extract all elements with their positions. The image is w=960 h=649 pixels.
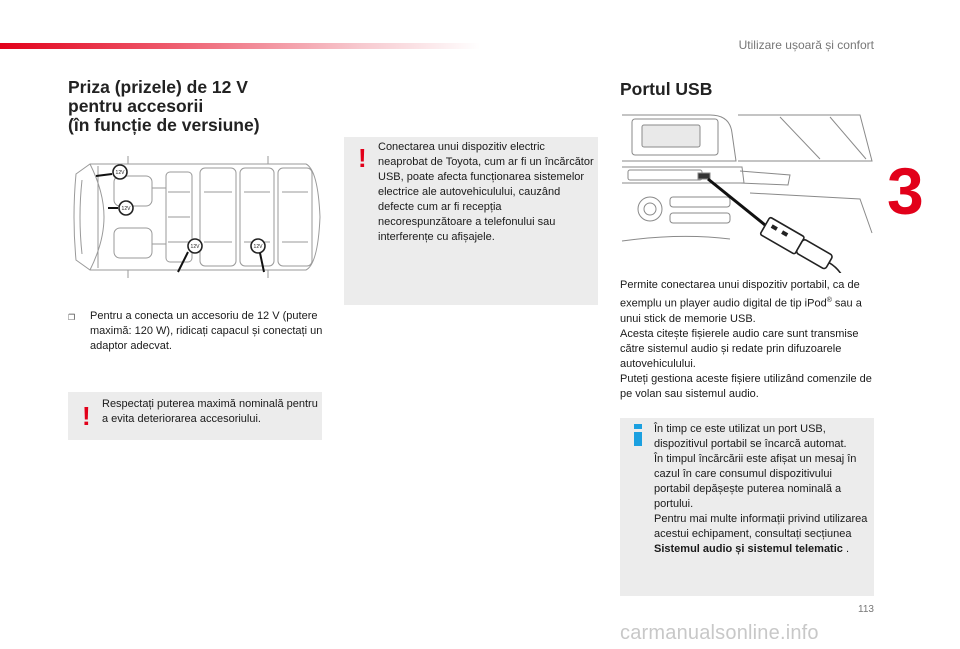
exclamation-warning-icon: ! xyxy=(82,401,91,431)
usb-port-illustration xyxy=(620,113,874,273)
instruction-bullet xyxy=(68,309,324,354)
page-number: 113 xyxy=(858,604,874,615)
usb-para-line: Puteți gestiona aceste fișiere utilizând comenzile de pe volan sau sistemul audio. xyxy=(620,372,872,400)
info-icon xyxy=(631,424,645,446)
usb-para-line: Permite conectarea unui dispozitiv portabil, ca de exemplu un player audio digital de tip iPod® sau a unui stick de memorie USB. xyxy=(620,279,862,325)
socket-label: 12V xyxy=(115,170,125,177)
section-title: Utilizare ușoară și confort xyxy=(738,38,874,52)
exclamation-warning-icon: ! xyxy=(358,143,367,173)
usb-para-line: Acesta citește fișierele audio care sunt transmise către sistemul audio și redate prin difuzoarele autovehiculului. xyxy=(620,327,859,370)
usb-description xyxy=(620,278,876,402)
info-box-usb-charging xyxy=(620,418,874,596)
heading-line: (în funcție de versiune) xyxy=(68,115,260,135)
socket-label: 12V xyxy=(190,244,200,251)
bullet-text: Pentru a conecta un accesoriu de 12 V (putere maximă: 120 W), ridicați capacul și conectați un adaptor adecvat. xyxy=(90,310,323,352)
socket-label: 12V xyxy=(253,244,263,251)
watermark-text: carmanualsonline.info xyxy=(620,622,819,644)
square-bullet-icon: ❐ xyxy=(68,313,76,322)
info-text: În timp ce este utilizat un port USB, dispozitivul portabil se încarcă automat. În timpul încărcării este afișat un mesaj în cazul în care consumul dispozitivului portabil depășește puterea nominală a portului. Pentru mai multe informații privind utilizarea acestui echipament, consultați secțiunea Sistemul audio și sistemul telematic . xyxy=(654,423,868,555)
warning-box-unapproved-device xyxy=(344,137,598,305)
chapter-number: 3 xyxy=(887,154,924,228)
heading-line: pentru accesorii xyxy=(68,96,204,116)
cross-reference-link[interactable]: Sistemul audio și sistemul telematic xyxy=(654,543,843,555)
warning-text: Conectarea unui dispozitiv electric neaprobat de Toyota, cum ar fi un încărcător USB, poate afecta funcționarea sistemelor electrice ale autovehiculului, cauzând defecte cum ar fi recepția necorespunzătoare a telefonului sau interferențe cu afișajele. xyxy=(378,141,594,243)
heading-line: Priza (prizele) de 12 V xyxy=(68,77,248,97)
section-heading-usb: Portul USB xyxy=(620,79,713,99)
socket-label: 12V xyxy=(121,206,131,213)
warning-text: Respectați puterea maximă nominală pentru a evita deteriorarea accesoriului. xyxy=(102,398,318,425)
section-heading-12v xyxy=(68,78,328,135)
header-accent-bar xyxy=(0,43,480,49)
vehicle-top-view-illustration xyxy=(68,152,322,282)
warning-box-power xyxy=(68,392,322,440)
